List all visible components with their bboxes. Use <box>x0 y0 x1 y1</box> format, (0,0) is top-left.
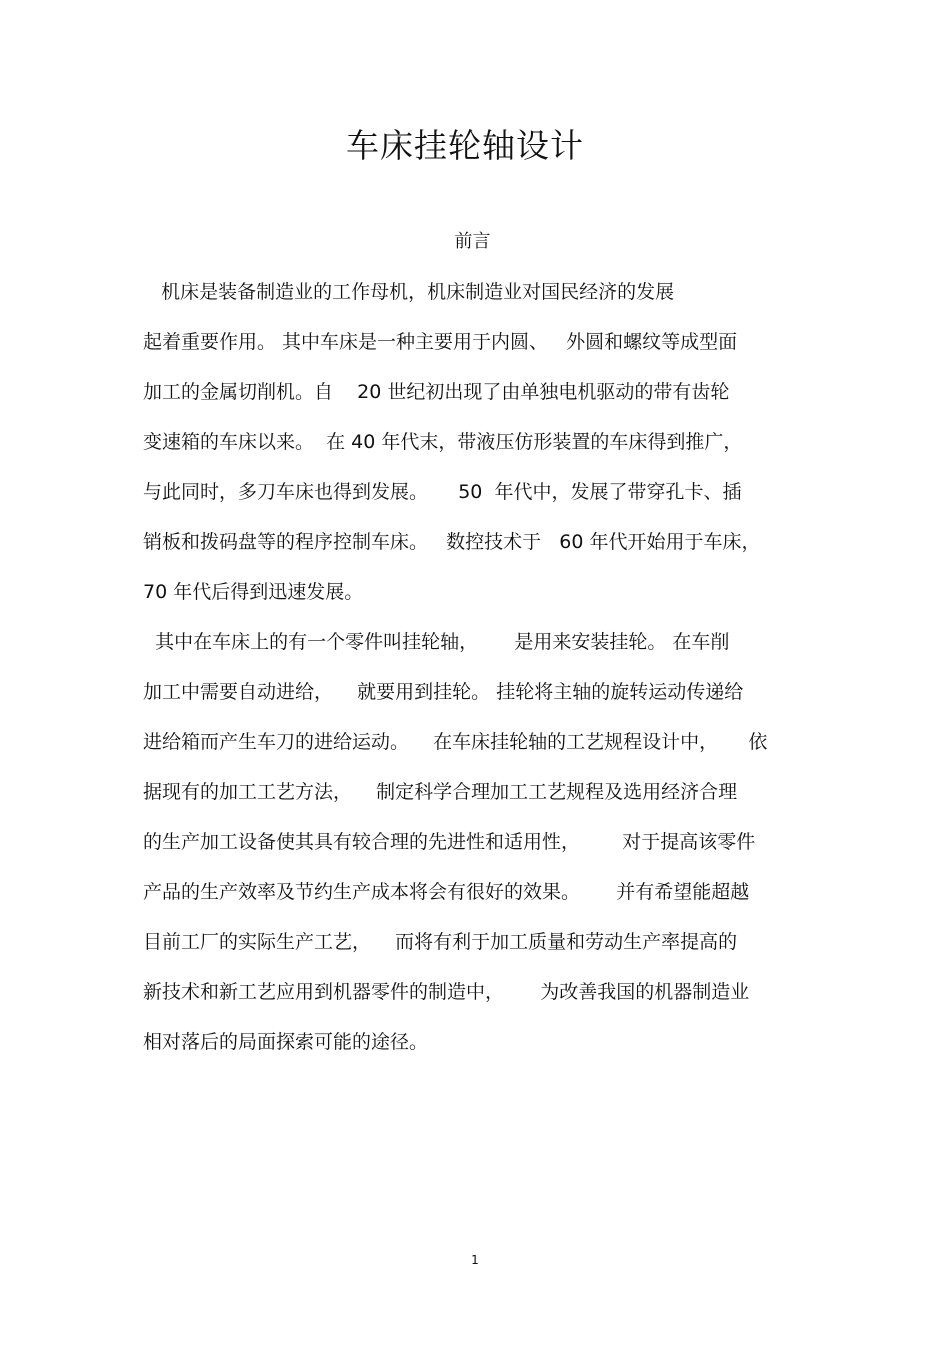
document-title: 车床挂轮轴设计 <box>346 126 584 165</box>
paragraph-line: 目前工厂的实际生产工艺， 而将有利于加工质量和劳动生产率提高的 <box>143 931 738 953</box>
paragraph-line: 加工的金属切削机。自 20 世纪初出现了由单独电机驱动的带有齿轮 <box>143 381 730 403</box>
paragraph-line: 变速箱的车床以来。 在 40 年代末，带液压仿形装置的车床得到推广， <box>143 431 743 453</box>
paragraph-line: 起着重要作用。 其中车床是一种主要用于内圆、 外圆和螺纹等成型面 <box>143 331 738 353</box>
paragraph-line: 70 年代后得到迅速发展。 <box>143 581 364 603</box>
paragraph-line: 产品的生产效率及节约生产成本将会有很好的效果。 并有希望能超越 <box>143 881 750 903</box>
page-number: 1 <box>471 1253 479 1267</box>
paragraph-line: 据现有的加工工艺方法， 制定科学合理加工工艺规程及选用经济合理 <box>143 781 738 803</box>
paragraph-line: 相对落后的局面探索可能的途径。 <box>143 1031 429 1053</box>
section-heading: 前言 <box>454 231 491 252</box>
paragraph-line: 机床是装备制造业的工作母机，机床制造业对国民经济的发展 <box>143 281 675 303</box>
paragraph-line: 进给箱而产生车刀的进给运动。 在车床挂轮轴的工艺规程设计中， 依 <box>143 731 768 753</box>
paragraph-line: 新技术和新工艺应用到机器零件的制造中， 为改善我国的机器制造业 <box>143 981 750 1003</box>
paragraph-line: 其中在车床上的有一个零件叫挂轮轴， 是用来安装挂轮。 在车削 <box>143 631 730 653</box>
paragraph-line: 销板和拨码盘等的程序控制车床。 数控技术于 60 年代开始用于车床， <box>143 531 761 553</box>
paragraph-line: 与此同时，多刀车床也得到发展。 50 年代中，发展了带穿孔卡、插 <box>143 481 742 503</box>
paragraph-line: 加工中需要自动进给， 就要用到挂轮。 挂轮将主轴的旋转运动传递给 <box>143 681 744 703</box>
paragraph-line: 的生产加工设备使其具有较合理的先进性和适用性， 对于提高该零件 <box>143 831 756 853</box>
